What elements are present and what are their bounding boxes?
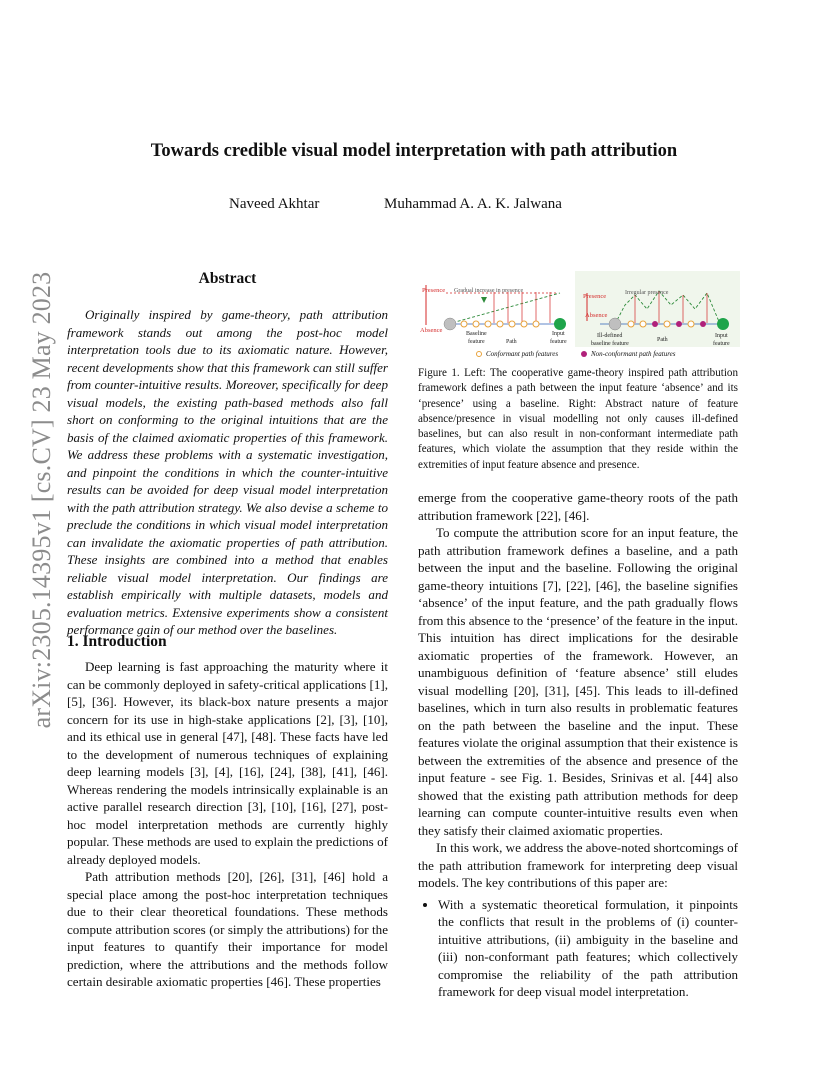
right-baseline-feature-label: baseline feature bbox=[591, 341, 629, 347]
right-column-body bbox=[418, 489, 738, 1001]
left-input-label: Input bbox=[552, 331, 565, 337]
section-heading-introduction: 1. Introduction bbox=[67, 633, 167, 650]
right-input-label: Input bbox=[715, 333, 728, 339]
right-feature-label: feature bbox=[713, 341, 730, 347]
right-path-label: Path bbox=[657, 337, 668, 343]
author-1: Naveed Akhtar bbox=[229, 196, 320, 212]
abstract-body bbox=[67, 306, 388, 639]
right-illdefined-label: Ill-defined bbox=[597, 333, 623, 339]
right-absence-label: Absence bbox=[585, 312, 608, 319]
left-presence-label: Presence bbox=[422, 287, 446, 294]
figure-right-panel bbox=[575, 271, 740, 347]
nonconformant-marker-icon bbox=[581, 351, 587, 357]
left-baseline-label: Baseline bbox=[466, 331, 487, 337]
abstract-heading: Abstract bbox=[198, 270, 257, 287]
contributions-list bbox=[418, 896, 738, 1001]
left-absence-label: Absence bbox=[420, 327, 443, 334]
legend-conformant-label: Conformant path features bbox=[486, 350, 559, 358]
left-feature2-label: feature bbox=[550, 339, 567, 345]
right-irregular-label: Irregular presence bbox=[625, 290, 669, 296]
right-presence-label: Presence bbox=[583, 293, 607, 300]
intro-paragraph-1: Deep learning is fast approaching the maturity where it can be commonly deployed in safety-critical applications [1], [5], [36]. However, its black-box nature presents a major concern for its use in high-stake applications [2], [3], [10], and its ethical use in general [47], [48]. These facts have led to the development of numerous techniques of explaining deep learning models [3], [4], [16], [24], [38], [41], [46]. Whereas rendering the models intrinsically explainable is an active parallel research direction [3], [10], [16], [27], post-hoc model interpretation methods are currently highly popular. These methods are used to explain the predictions of already deployed models. bbox=[67, 659, 388, 867]
arxiv-identifier bbox=[22, 270, 62, 730]
figure-left-panel bbox=[418, 271, 573, 347]
legend-nonconformant-label: Non-conformant path features bbox=[591, 350, 676, 358]
figure-legend bbox=[418, 348, 740, 362]
legend-nonconformant bbox=[581, 350, 676, 358]
contribution-item-1: • With a systematic theoretical formulation, it pinpoints the conflicts that result in the problems of (i) counter-intuitive attributions, (ii) ambiguity in the baseline and (iii) non-conformant path features; which collectively compromise the reliability of the path attribution framework for deep visual model interpretation. bbox=[438, 896, 738, 1001]
left-panel-diagram bbox=[418, 271, 573, 347]
left-feature1-label: feature bbox=[468, 339, 485, 345]
right-paragraph-2: In this work, we address the above-noted shortcomings of the path attribution framework for interpreting deep visual models. The key contributions of this paper are: bbox=[418, 840, 738, 890]
intro-paragraph-2: Path attribution methods [20], [26], [31], [46] hold a special place among the post-hoc interpretation techniques due to their clear theoretical foundations. These methods compute attribution scores (or simply the attributions) for the input features to quantify their importance for model prediction, where the attributions and the methods follow certain desirable axiomatic properties [46]. These properties bbox=[67, 869, 388, 989]
figure-1 bbox=[418, 271, 740, 363]
left-gradual-label: Gradual increase in presence bbox=[454, 288, 524, 294]
right-paragraph-1: To compute the attribution score for an input feature, the path attribution framework defines a baseline, and a path between the input and the baseline. Following the original game-theory intuitions [7], [22], [46], the baseline signifies ‘absence’ of the input feature, and the path gradually flows from this absence to the ‘presence’ of the feature in the input. This intuition has direct implications for the desirable axiomatic properties of the framework. However, an unambiguous definition of ‘feature absence’ still eludes visual modelling [20], [31], [45]. This leads to ill-defined baselines, which in turn also results in problematic features on the path between the baseline and the input. These features violate the original assumption that their existence is between the extremities of the absence and presence of the input feature - see Fig. 1. Besides, Srinivas et al. [44] also showed that the existing path attribution methods for deep learning can compute counter-intuitive results even when they satisfy their claimed axiomatic properties. bbox=[418, 525, 739, 838]
right-paragraph-0: emerge from the cooperative game-theory roots of the path attribution framework [22], [46]. bbox=[418, 490, 738, 523]
abstract-text: Originally inspired by game-theory, path attribution framework stands out among the post-hoc model interpretation tools due to its axiomatic nature. However, recent developments show that this framework can still suffer from counter-intuitive results. Moreover, specifically for deep visual models, the existing path-based methods also fall short on conforming to the original intuitions that are the basis of the claimed axiomatic properties of this framework. We address these problems with a systematic investigation, and pinpoint the conditions in which the counter-intuitive results can be avoided for deep visual model interpretation with the path attribution strategy. We also devise a scheme to preclude the conditions in which visual model interpretation can invalidate the axiomatic properties of path attribution. These insights are combined into a method that enables reliable visual model interpretation. Our findings are establish empirically with multiple datasets, models and evaluation metrics. Extensive experiments show a consistent performance gain of our method over the baselines. bbox=[67, 307, 388, 637]
left-path-label: Path bbox=[506, 339, 517, 345]
introduction-body bbox=[67, 658, 388, 991]
paper-title: Towards credible visual model interpretation with path attribution bbox=[150, 141, 678, 161]
legend-conformant bbox=[476, 350, 558, 358]
arxiv-id-text: arXiv:2305.14395v1 [cs.CV] 23 May 2023 bbox=[27, 271, 56, 729]
figure-1-caption: Figure 1. Left: The cooperative game-theory inspired path attribution framework defines a path between the input feature ‘absence’ and its ‘presence’ using a baseline. Right: Abstract nature of feature absence/presence in visual modelling not only causes ill-defined baselines, but can also result in non-conformant intermediate path features, which violate the assumption that they reside within the extremities of input feature absence and presence. bbox=[418, 367, 738, 471]
right-panel-diagram bbox=[575, 271, 740, 347]
conformant-marker-icon bbox=[476, 351, 482, 357]
author-2: Muhammad A. A. K. Jalwana bbox=[384, 196, 562, 212]
